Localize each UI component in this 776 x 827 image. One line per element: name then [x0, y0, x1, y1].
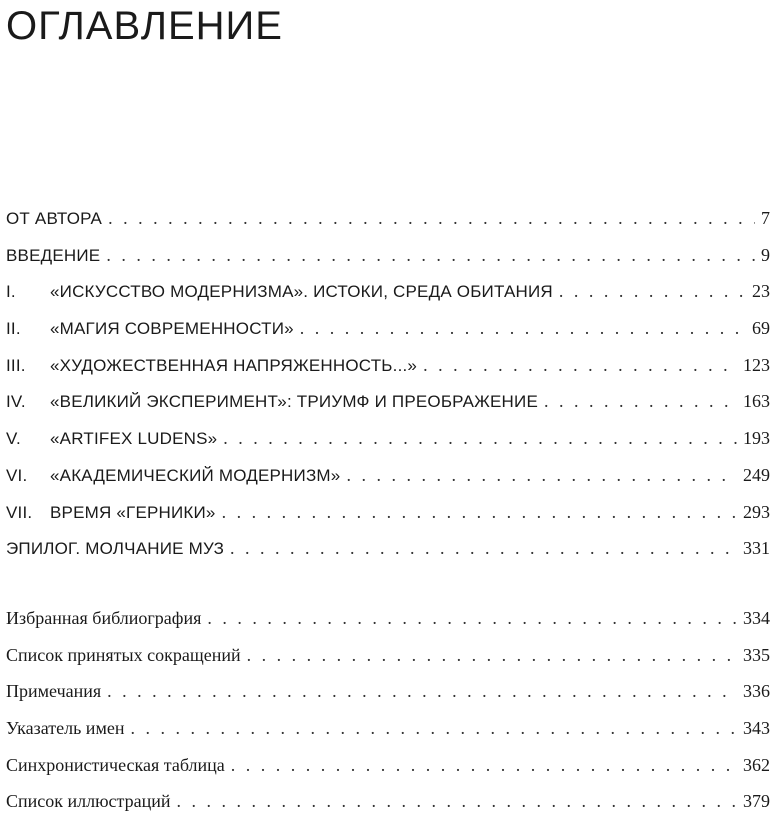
dot-leader — [346, 457, 737, 494]
toc-entry-illustrations[interactable] — [6, 783, 770, 820]
dot-leader — [107, 673, 737, 710]
toc-entry-notes[interactable] — [6, 673, 770, 710]
dot-leader — [559, 273, 746, 310]
toc-entry-page: 331 — [743, 538, 770, 559]
toc-entry-number: II. — [6, 319, 21, 339]
toc-entry-page: 69 — [752, 318, 770, 339]
toc-entry-label: ВВЕДЕНИЕ — [6, 245, 101, 265]
toc-entry-chapter-7[interactable] — [6, 494, 770, 531]
toc-entry-chapter-5[interactable] — [6, 420, 770, 457]
toc-entry-page: 7 — [761, 208, 770, 228]
toc-entry-chapter-6[interactable] — [6, 457, 770, 494]
toc-entry-label: «МАГИЯ СОВРЕМЕННОСТИ» — [50, 319, 294, 339]
toc-entry-page: 343 — [743, 717, 770, 738]
toc-main-section — [6, 200, 770, 567]
dot-leader — [247, 637, 737, 674]
toc-entry-label: ВРЕМЯ «ГЕРНИКИ» — [50, 502, 216, 522]
dot-leader — [231, 747, 737, 784]
toc-entry-label: «ВЕЛИКИЙ ЭКСПЕРИМЕНТ»: ТРИУМФ И ПРЕОБРАЖЕНИЕ — [50, 392, 538, 412]
toc-entry-page: 249 — [743, 464, 770, 485]
toc-entry-page: 335 — [743, 644, 770, 665]
toc-entry-preface[interactable] — [6, 200, 770, 237]
toc-entry-page: 163 — [743, 391, 770, 412]
dot-leader — [108, 200, 755, 237]
toc-entry-page: 23 — [752, 281, 770, 302]
dot-leader — [222, 494, 737, 531]
toc-appendix-section — [6, 600, 770, 820]
dot-leader — [223, 420, 737, 457]
dot-leader — [207, 600, 737, 637]
toc-entry-number: IV. — [6, 392, 26, 412]
toc-entry-label: Список принятых сокращений — [6, 644, 241, 665]
toc-entry-page: 123 — [743, 354, 770, 375]
toc-entry-abbreviations[interactable] — [6, 637, 770, 674]
toc-entry-chapter-3[interactable] — [6, 347, 770, 384]
dot-leader — [130, 710, 737, 747]
dot-leader — [544, 383, 737, 420]
dot-leader — [300, 310, 746, 347]
toc-entry-page: 193 — [743, 428, 770, 449]
toc-entry-number: VII. — [6, 502, 33, 522]
toc-entry-chapter-2[interactable] — [6, 310, 770, 347]
toc-entry-introduction[interactable] — [6, 237, 770, 274]
toc-entry-chapter-4[interactable] — [6, 383, 770, 420]
toc-entry-label: ЭПИЛОГ. МОЛЧАНИЕ МУЗ — [6, 539, 225, 559]
toc-entry-label: «ARTIFEX LUDENS» — [50, 429, 218, 449]
page-title: ОГЛАВЛЕНИЕ — [6, 4, 283, 48]
toc-entry-label: ОТ АВТОРА — [6, 209, 103, 228]
dot-leader — [423, 347, 737, 384]
dot-leader — [230, 530, 737, 567]
toc-entry-label: Избранная библиография — [6, 607, 202, 628]
table-of-contents — [6, 200, 770, 820]
toc-entry-label: Примечания — [6, 681, 102, 702]
toc-entry-epilogue[interactable] — [6, 530, 770, 567]
toc-entry-number: I. — [6, 282, 16, 302]
toc-entry-number: VI. — [6, 465, 28, 485]
toc-entry-page: 334 — [743, 607, 770, 628]
toc-entry-label: Список иллюстраций — [6, 791, 171, 812]
dot-leader — [177, 783, 737, 820]
toc-entry-label: «ИСКУССТВО МОДЕРНИЗМА». ИСТОКИ, СРЕДА ОБИТАНИЯ — [50, 282, 553, 302]
toc-entry-synchronistic-table[interactable] — [6, 747, 770, 784]
toc-entry-name-index[interactable] — [6, 710, 770, 747]
toc-entry-number: III. — [6, 355, 26, 375]
toc-entry-bibliography[interactable] — [6, 600, 770, 637]
toc-entry-label: «АКАДЕМИЧЕСКИЙ МОДЕРНИЗМ» — [50, 465, 341, 485]
dot-leader — [106, 237, 755, 274]
toc-entry-page: 379 — [743, 791, 770, 812]
toc-entry-page: 293 — [743, 501, 770, 522]
toc-entry-chapter-1[interactable] — [6, 273, 770, 310]
toc-entry-page: 336 — [743, 681, 770, 702]
toc-entry-label: Указатель имен — [6, 717, 125, 738]
toc-entry-number: V. — [6, 429, 21, 449]
toc-entry-page: 362 — [743, 754, 770, 775]
toc-entry-label: Синхронистическая таблица — [6, 754, 225, 775]
toc-entry-page: 9 — [761, 244, 770, 265]
toc-entry-label: «ХУДОЖЕСТВЕННАЯ НАПРЯЖЕННОСТЬ...» — [50, 355, 418, 375]
